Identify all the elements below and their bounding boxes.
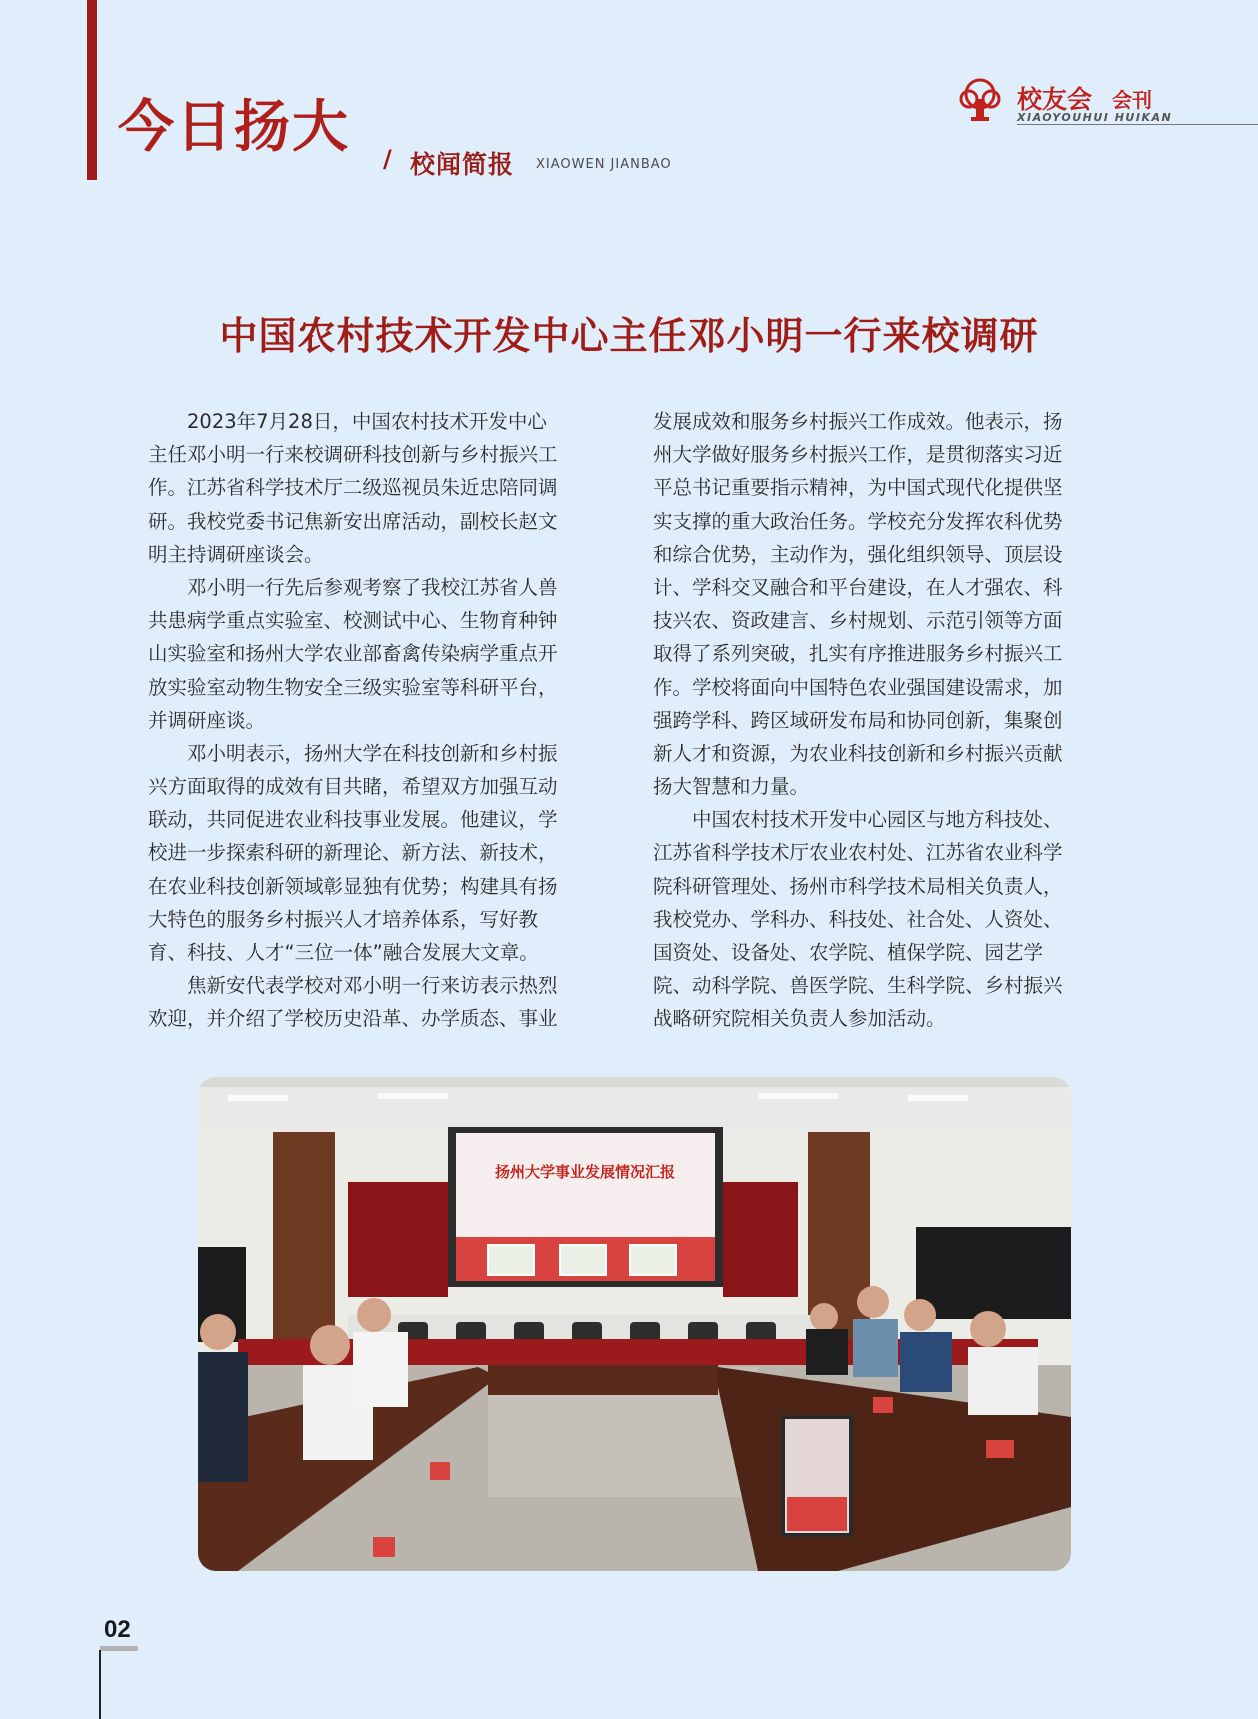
header-rule [1017, 124, 1258, 125]
text-line: 兴方面取得的成效有目共睹，希望双方加强互动 [148, 775, 558, 799]
text-line: 技兴农、资政建言、乡村规划、示范引领等方面 [653, 609, 1063, 633]
text-line: 院科研管理处、扬州市科学技术局相关负责人， [653, 874, 1063, 898]
meeting-photo [198, 1077, 1071, 1571]
text-line: 江苏省科学技术厅农业农村处、江苏省农业科学 [653, 841, 1063, 865]
magazine-type: 会刊 [1112, 88, 1152, 112]
magazine-name-en: XIAOYOUHUI HUIKAN [1017, 111, 1173, 124]
section-title-en: XIAOWEN JIANBAO [536, 157, 672, 172]
article-column-right [653, 405, 1123, 1036]
page-number-bar [100, 1646, 138, 1651]
text-line: 在农业科技创新领域彰显独有优势；构建具有扬 [148, 874, 558, 898]
article-title: 中国农村技术开发中心主任邓小明一行来校调研 [219, 313, 1039, 358]
alumni-tree-logo [955, 75, 1005, 125]
screen-title: 扬州大学事业发展情况汇报 [494, 1163, 676, 1181]
text-line: 主任邓小明一行来校调研科技创新与乡村振兴工 [148, 443, 558, 467]
text-line: 和综合优势，主动作为，强化组织领导、顶层设 [653, 542, 1063, 566]
text-line: 州大学做好服务乡村振兴工作，是贯彻落实习近 [653, 443, 1063, 467]
text-line: 2023年7月28日，中国农村技术开发中心 [148, 410, 547, 433]
section-separator: / [383, 145, 392, 173]
text-line: 强跨学科、跨区域研发布局和协同创新，集聚创 [653, 708, 1063, 732]
text-line: 新人才和资源，为农业科技创新和乡村振兴贡献 [653, 741, 1063, 765]
text-line: 院、动科学院、兽医学院、生科学院、乡村振兴 [653, 974, 1063, 998]
text-line: 校进一步探索科研的新理论、新方法、新技术， [148, 841, 558, 865]
text-line: 山实验室和扬州大学农业部畜禽传染病学重点开 [148, 642, 558, 666]
text-line: 并调研座谈。 [148, 708, 266, 732]
text-line: 研。我校党委书记焦新安出席活动，副校长赵文 [148, 509, 558, 533]
text-line: 取得了系列突破，扎实有序推进服务乡村振兴工 [653, 642, 1063, 666]
text-line: 我校党办、学科办、科技处、社合处、人资处、 [653, 907, 1063, 931]
text-line: 邓小明表示，扬州大学在科技创新和乡村振 [148, 741, 558, 765]
page-number: 02 [104, 1616, 131, 1643]
text-line: 欢迎，并介绍了学校历史沿革、办学质态、事业 [148, 1007, 558, 1031]
text-line: 扬大智慧和力量。 [653, 775, 810, 799]
text-line: 中国农村技术开发中心园区与地方科技处、 [653, 808, 1063, 832]
text-line: 发展成效和服务乡村振兴工作成效。他表示，扬 [653, 410, 1063, 433]
text-line: 实支撑的重大政治任务。学校充分发挥农科优势 [653, 509, 1063, 533]
text-line: 明主持调研座谈会。 [148, 542, 324, 566]
column-brand: 今日扬大 [118, 95, 350, 160]
text-line: 作。学校将面向中国特色农业强国建设需求，加 [653, 675, 1063, 699]
text-line: 作。江苏省科学技术厅二级巡视员朱近忠陪同调 [148, 476, 558, 500]
meeting-room-illustration [198, 1077, 1071, 1571]
text-line: 国资处、设备处、农学院、植保学院、园艺学 [653, 941, 1044, 964]
text-line: 育、科技、人才“三位一体”融合发展大文章。 [148, 941, 539, 964]
corner-rule [99, 1650, 101, 1719]
text-line: 平总书记重要指示精神，为中国式现代化提供坚 [653, 476, 1063, 500]
text-line: 联动，共同促进农业科技事业发展。他建议，学 [148, 808, 558, 832]
text-line: 焦新安代表学校对邓小明一行来访表示热烈 [148, 974, 558, 998]
text-line: 放实验室动物生物安全三级实验室等科研平台， [148, 675, 558, 699]
article-column-left [148, 405, 618, 1036]
section-title: 校闻简报 [410, 150, 515, 179]
text-line: 计、学科交叉融合和平台建设，在人才强农、科 [653, 575, 1063, 599]
text-line: 邓小明一行先后参观考察了我校江苏省人兽 [148, 575, 558, 599]
accent-bar [87, 0, 97, 180]
text-line: 共患病学重点实验室、校测试中心、生物育种钟 [148, 609, 558, 633]
text-line: 大特色的服务乡村振兴人才培养体系，写好教 [148, 907, 539, 931]
text-line: 战略研究院相关负责人参加活动。 [653, 1007, 946, 1031]
magazine-name: 校友会 [1017, 85, 1093, 114]
